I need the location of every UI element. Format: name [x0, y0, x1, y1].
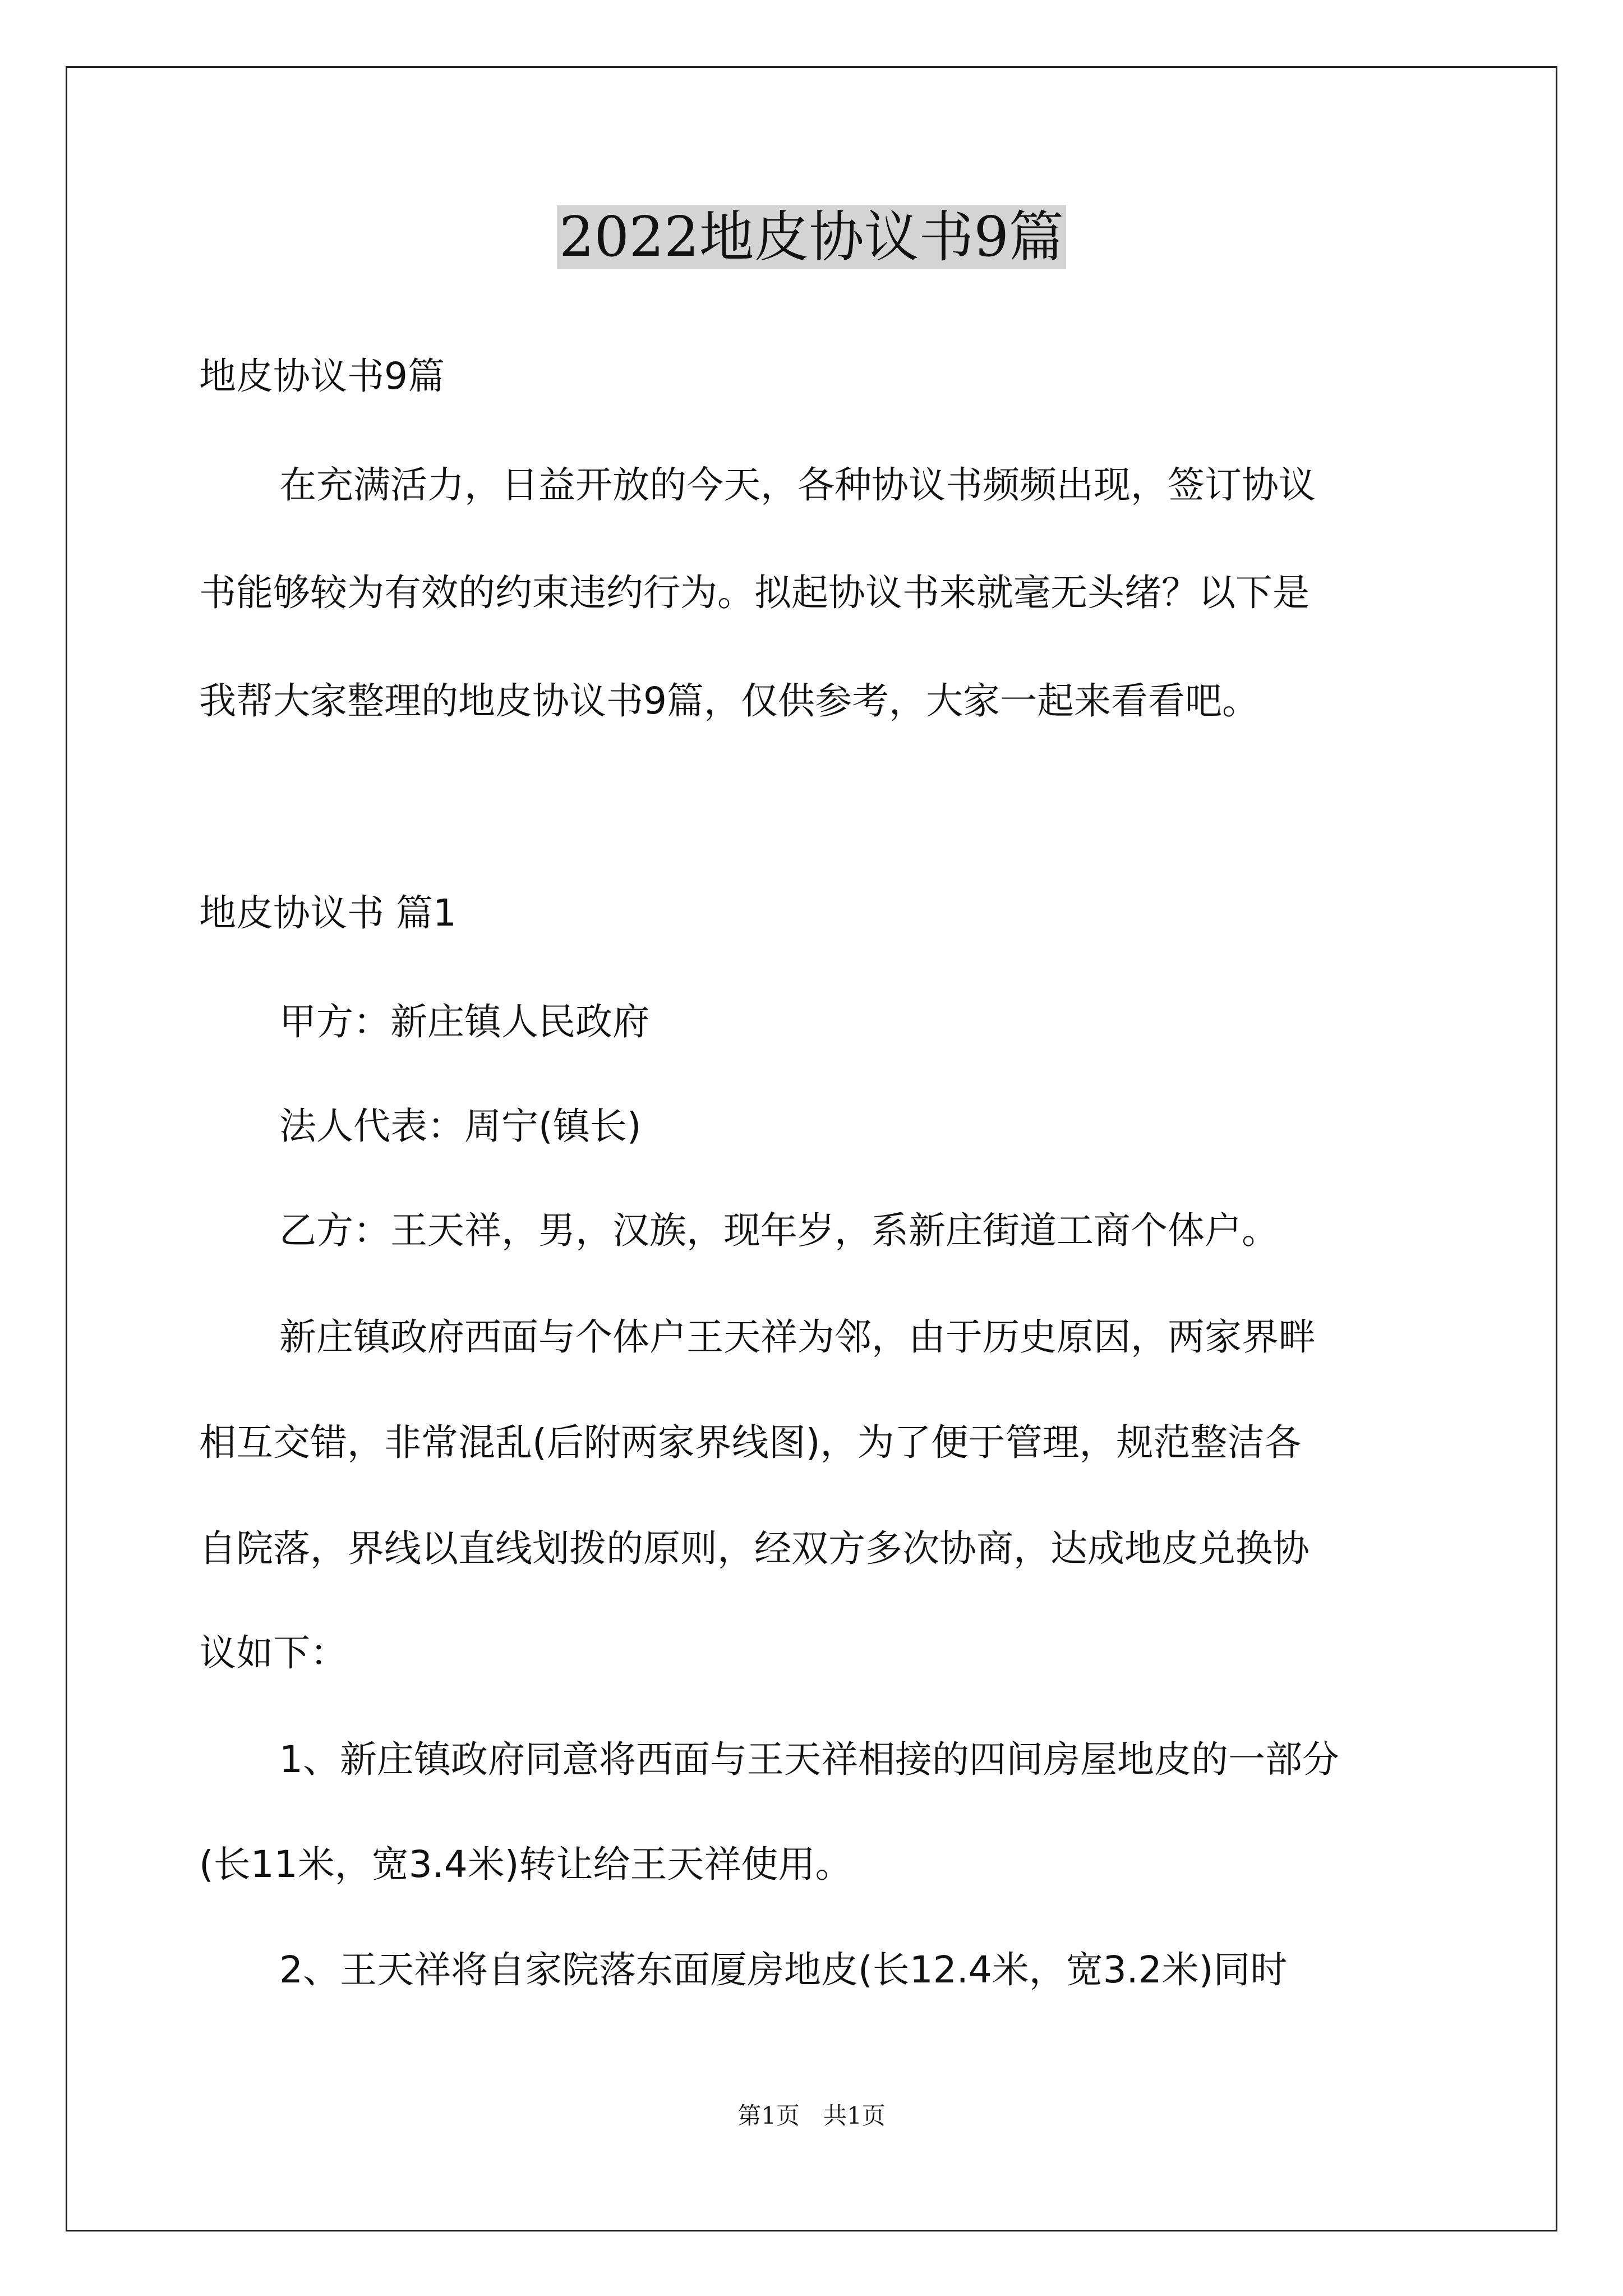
- clause-2-line-1: 2、王天祥将自家院落东面厦房地皮(长12.4米，宽3.2米)同时: [279, 1948, 1288, 1991]
- intro-line-3: 我帮大家整理的地皮协议书9篇，仅供参考，大家一起来看看吧。: [199, 679, 1259, 723]
- clause-1-line-2: (长11米，宽3.4米)转让给王天祥使用。: [199, 1843, 852, 1886]
- subtitle-line: 地皮协议书9篇: [199, 355, 445, 398]
- body-line-1: 新庄镇政府西面与个体户王天祥为邻，由于历史原因，两家界畔: [279, 1315, 1316, 1359]
- intro-line-2: 书能够较为有效的约束违约行为。拟起协议书来就毫无头绪？以下是: [199, 571, 1310, 614]
- legal-rep-line: 法人代表：周宁(镇长): [279, 1105, 642, 1148]
- body-line-3: 自院落，界线以直线划拨的原则，经双方多次协商，达成地皮兑换协: [199, 1527, 1310, 1570]
- party-b-line: 乙方：王天祥，男，汉族，现年岁，系新庄街道工商个体户。: [279, 1209, 1279, 1252]
- party-a-line: 甲方：新庄镇人民政府: [279, 1000, 649, 1043]
- clause-1-line-1: 1、新庄镇政府同意将西面与王天祥相接的四间房屋地皮的一部分: [279, 1738, 1339, 1781]
- document-title: [0, 201, 1623, 274]
- body-line-4: 议如下：: [199, 1631, 347, 1674]
- intro-line-1: 在充满活力，日益开放的今天，各种协议书频频出现，签订协议: [279, 463, 1316, 507]
- body-line-2: 相互交错，非常混乱(后附两家界线图)，为了便于管理，规范整洁各: [199, 1421, 1302, 1464]
- section-heading: 地皮协议书 篇1: [199, 891, 457, 935]
- page-footer: 第1页 共1页: [737, 2102, 886, 2129]
- document-title-text: 2022地皮协议书9篇: [557, 205, 1066, 269]
